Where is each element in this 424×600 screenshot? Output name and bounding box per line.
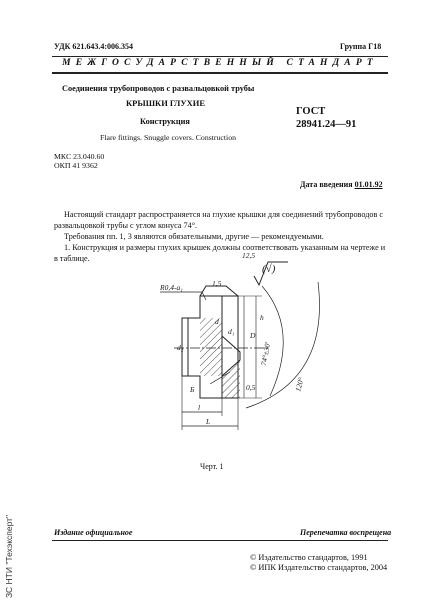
- gost-label: ГОСТ: [296, 106, 326, 117]
- roughness-check: (√): [262, 263, 276, 275]
- okp-code: ОКП 41 9362: [54, 161, 98, 170]
- udk-code: УДК 621.643.4:006.354: [54, 42, 134, 51]
- side-stamp: ЗС НТИ "Техэксперт": [4, 514, 14, 598]
- copyright-2004: © ИПК Издательство стандартов, 2004: [250, 563, 388, 572]
- paragraph-scope: Настоящий стандарт распространяется на глухие крышки для соединений трубопроводов с развальцовкой трубы с углом конуса 74°.: [54, 210, 384, 230]
- b-view-label: Б: [190, 385, 195, 394]
- dim-0-5-label: 0,5: [246, 383, 256, 392]
- d-label: d: [215, 317, 219, 326]
- L-label: L: [206, 417, 211, 426]
- title-line-1: Соединения трубопроводов с развальцовкой трубы: [62, 84, 255, 93]
- dim-1-5-label: 1,5: [212, 279, 222, 288]
- standard-banner: МЕЖГОСУДАРСТВЕННЫЙ СТАНДАРТ: [62, 58, 378, 68]
- angle-74-label: 74°±30': [259, 341, 273, 367]
- D-label: D: [250, 331, 256, 340]
- title-line-3: Конструкция: [140, 117, 190, 126]
- intro-date-value: 01.01.92: [354, 180, 383, 189]
- mks-code: МКС 23.040.60: [54, 152, 105, 161]
- h-label: h: [260, 313, 264, 322]
- footer-rule: [52, 540, 388, 541]
- d2-label: d₂: [177, 343, 184, 352]
- d1-label: d₁: [228, 327, 235, 336]
- title-line-2: КРЫШКИ ГЛУХИЕ: [126, 98, 206, 108]
- copyright-1991: © Издательство стандартов, 1991: [250, 553, 368, 562]
- reprint-notice: Перепечатка воспрещена: [300, 528, 392, 537]
- group-code: Группа Г18: [340, 42, 382, 51]
- paragraph-construction: 1. Конструкция и размеры глухих крышек должны соответствовать указанным на чертеже и в таблице.: [54, 243, 386, 263]
- intro-date-label: Дата введения: [300, 180, 353, 189]
- official-edition: Издание официальное: [54, 528, 133, 537]
- drawing-caption: Черт. 1: [200, 462, 224, 471]
- angle-120-label: 120°: [293, 376, 306, 393]
- chamfer-label: R0,4-a₁: [160, 283, 183, 292]
- paragraph-requirements: Требования пп. 1, 3 являются обязательными, другие — рекомендуемыми.: [64, 232, 324, 241]
- gost-number: 28941.24—91: [296, 119, 357, 130]
- l-label: l: [198, 403, 201, 412]
- title-english: Flare fittings. Snuggle covers. Construction: [100, 133, 236, 142]
- roughness-value: 12,5: [242, 251, 256, 260]
